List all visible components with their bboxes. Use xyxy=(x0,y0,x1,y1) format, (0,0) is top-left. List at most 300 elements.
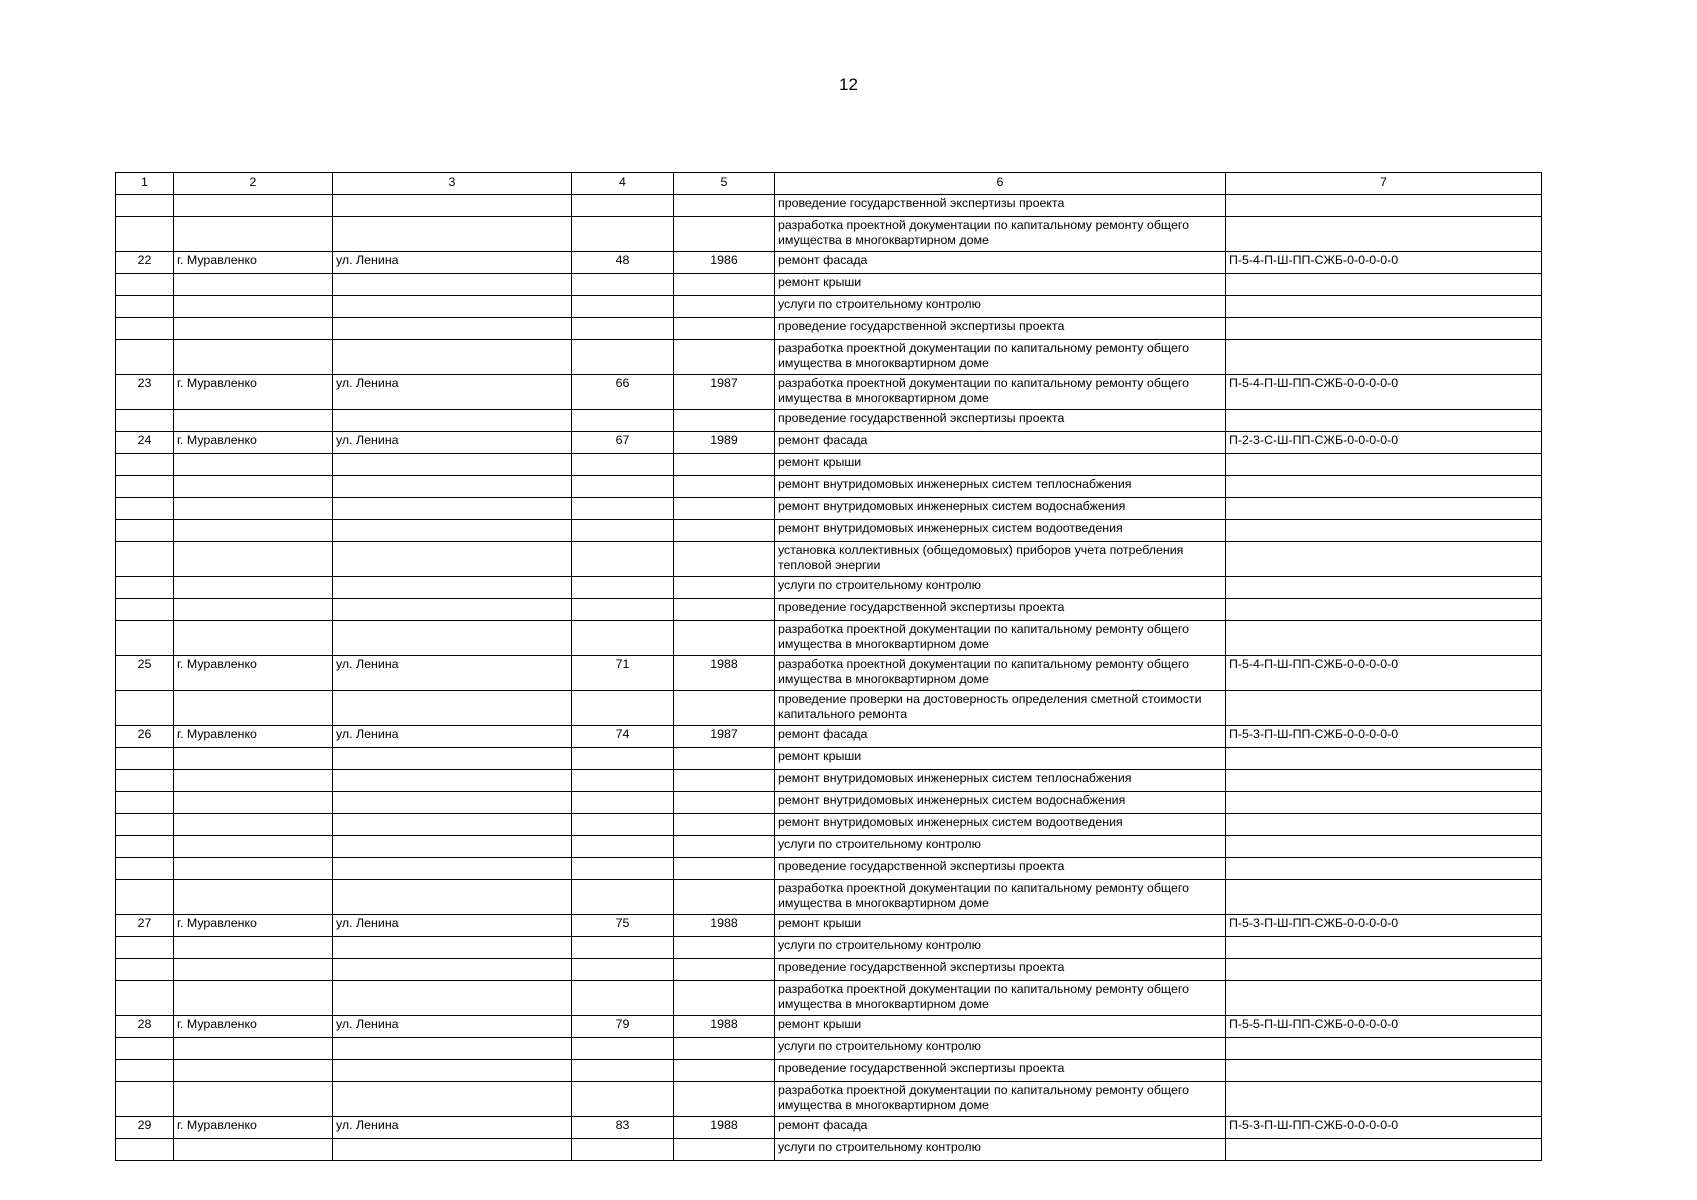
table-row xyxy=(116,1060,1542,1082)
build-year-cell: 1988 xyxy=(674,656,775,691)
work-type-cell: услуги по строительному контролю xyxy=(775,1038,1226,1060)
work-type-cell: услуги по строительному контролю xyxy=(775,577,1226,599)
house-number-cell: 71 xyxy=(572,656,674,691)
build-year-cell xyxy=(674,937,775,959)
row-number-cell xyxy=(116,274,174,296)
work-type-cell: услуги по строительному контролю xyxy=(775,937,1226,959)
city-cell xyxy=(174,814,333,836)
house-code-cell xyxy=(1226,621,1542,656)
row-number-cell xyxy=(116,748,174,770)
street-cell xyxy=(333,217,572,252)
house-code-cell: П-5-3-П-Ш-ПП-СЖБ-0-0-0-0-0 xyxy=(1226,915,1542,937)
build-year-cell: 1988 xyxy=(674,1117,775,1139)
street-cell xyxy=(333,195,572,217)
work-type-cell: ремонт фасада xyxy=(775,432,1226,454)
house-number-cell xyxy=(572,340,674,375)
work-type-cell: ремонт внутридомовых инженерных систем теплоснабжения xyxy=(775,770,1226,792)
build-year-cell xyxy=(674,814,775,836)
row-number-cell xyxy=(116,981,174,1016)
house-number-cell xyxy=(572,454,674,476)
house-code-cell xyxy=(1226,318,1542,340)
build-year-cell xyxy=(674,621,775,656)
row-number-cell xyxy=(116,520,174,542)
row-number-cell xyxy=(116,476,174,498)
city-cell xyxy=(174,318,333,340)
city-cell xyxy=(174,621,333,656)
house-code-cell: П-2-3-С-Ш-ПП-СЖБ-0-0-0-0-0 xyxy=(1226,432,1542,454)
house-code-cell: П-5-4-П-Ш-ПП-СЖБ-0-0-0-0-0 xyxy=(1226,252,1542,274)
house-code-cell xyxy=(1226,296,1542,318)
table-row xyxy=(116,814,1542,836)
header-cell: 4 xyxy=(572,173,674,195)
row-number-cell: 26 xyxy=(116,726,174,748)
street-cell xyxy=(333,748,572,770)
work-type-cell: проведение государственной экспертизы проекта xyxy=(775,858,1226,880)
build-year-cell xyxy=(674,296,775,318)
work-type-cell: проведение государственной экспертизы проекта xyxy=(775,1060,1226,1082)
house-code-cell xyxy=(1226,340,1542,375)
house-number-cell xyxy=(572,520,674,542)
house-code-cell: П-5-3-П-Ш-ПП-СЖБ-0-0-0-0-0 xyxy=(1226,726,1542,748)
city-cell xyxy=(174,770,333,792)
row-number-cell xyxy=(116,880,174,915)
work-type-cell: ремонт фасада xyxy=(775,252,1226,274)
table-body xyxy=(116,195,1542,1161)
city-cell xyxy=(174,836,333,858)
house-code-cell xyxy=(1226,217,1542,252)
build-year-cell xyxy=(674,195,775,217)
street-cell: ул. Ленина xyxy=(333,375,572,410)
row-number-cell xyxy=(116,1139,174,1161)
work-type-cell: ремонт крыши xyxy=(775,274,1226,296)
header-cell: 2 xyxy=(174,173,333,195)
work-type-cell: разработка проектной документации по капитальному ремонту общего имущества в многоквартирном доме xyxy=(775,880,1226,915)
city-cell xyxy=(174,296,333,318)
house-number-cell xyxy=(572,836,674,858)
city-cell xyxy=(174,476,333,498)
table-row xyxy=(116,748,1542,770)
work-type-cell: ремонт внутридомовых инженерных систем водоснабжения xyxy=(775,792,1226,814)
house-code-cell xyxy=(1226,274,1542,296)
house-number-cell xyxy=(572,814,674,836)
house-code-cell xyxy=(1226,937,1542,959)
table-row xyxy=(116,599,1542,621)
build-year-cell xyxy=(674,1082,775,1117)
build-year-cell: 1987 xyxy=(674,726,775,748)
street-cell xyxy=(333,691,572,726)
table-row xyxy=(116,691,1542,726)
house-code-cell: П-5-4-П-Ш-ПП-СЖБ-0-0-0-0-0 xyxy=(1226,375,1542,410)
table-row xyxy=(116,577,1542,599)
build-year-cell xyxy=(674,880,775,915)
house-number-cell: 67 xyxy=(572,432,674,454)
row-number-cell xyxy=(116,792,174,814)
city-cell xyxy=(174,599,333,621)
work-type-cell: проведение проверки на достоверность определения сметной стоимости капитального ремонта xyxy=(775,691,1226,726)
table-row xyxy=(116,318,1542,340)
header-row xyxy=(116,173,1542,195)
city-cell xyxy=(174,577,333,599)
street-cell xyxy=(333,1082,572,1117)
header-cell: 1 xyxy=(116,173,174,195)
house-code-cell: П-5-5-П-Ш-ПП-СЖБ-0-0-0-0-0 xyxy=(1226,1016,1542,1038)
house-code-cell xyxy=(1226,1139,1542,1161)
city-cell xyxy=(174,340,333,375)
city-cell xyxy=(174,1060,333,1082)
house-number-cell xyxy=(572,880,674,915)
street-cell xyxy=(333,410,572,432)
header-cell: 3 xyxy=(333,173,572,195)
table-row xyxy=(116,542,1542,577)
table-row xyxy=(116,858,1542,880)
work-type-cell: установка коллективных (общедомовых) приборов учета потребления тепловой энергии xyxy=(775,542,1226,577)
house-number-cell: 79 xyxy=(572,1016,674,1038)
build-year-cell xyxy=(674,520,775,542)
table-row xyxy=(116,340,1542,375)
house-code-cell xyxy=(1226,577,1542,599)
table-row xyxy=(116,375,1542,410)
row-number-cell: 27 xyxy=(116,915,174,937)
house-number-cell: 48 xyxy=(572,252,674,274)
work-type-cell: проведение государственной экспертизы проекта xyxy=(775,318,1226,340)
work-type-cell: разработка проектной документации по капитальному ремонту общего имущества в многоквартирном доме xyxy=(775,981,1226,1016)
city-cell xyxy=(174,498,333,520)
build-year-cell xyxy=(674,340,775,375)
street-cell xyxy=(333,880,572,915)
city-cell xyxy=(174,520,333,542)
house-number-cell: 75 xyxy=(572,915,674,937)
build-year-cell: 1986 xyxy=(674,252,775,274)
row-number-cell xyxy=(116,599,174,621)
house-code-cell: П-5-4-П-Ш-ПП-СЖБ-0-0-0-0-0 xyxy=(1226,656,1542,691)
house-number-cell xyxy=(572,770,674,792)
row-number-cell xyxy=(116,542,174,577)
house-code-cell xyxy=(1226,599,1542,621)
house-code-cell xyxy=(1226,836,1542,858)
work-type-cell: проведение государственной экспертизы проекта xyxy=(775,410,1226,432)
table-row xyxy=(116,274,1542,296)
city-cell: г. Муравленко xyxy=(174,915,333,937)
house-number-cell xyxy=(572,691,674,726)
street-cell: ул. Ленина xyxy=(333,726,572,748)
street-cell xyxy=(333,937,572,959)
table-row xyxy=(116,792,1542,814)
house-code-cell xyxy=(1226,691,1542,726)
row-number-cell xyxy=(116,959,174,981)
city-cell: г. Муравленко xyxy=(174,1016,333,1038)
house-number-cell xyxy=(572,1038,674,1060)
house-code-cell xyxy=(1226,880,1542,915)
table-row xyxy=(116,195,1542,217)
table-row xyxy=(116,726,1542,748)
row-number-cell xyxy=(116,1082,174,1117)
house-code-cell xyxy=(1226,476,1542,498)
street-cell xyxy=(333,770,572,792)
row-number-cell xyxy=(116,858,174,880)
build-year-cell xyxy=(674,748,775,770)
build-year-cell xyxy=(674,274,775,296)
row-number-cell xyxy=(116,770,174,792)
build-year-cell xyxy=(674,836,775,858)
build-year-cell xyxy=(674,454,775,476)
build-year-cell xyxy=(674,691,775,726)
house-number-cell xyxy=(572,937,674,959)
house-number-cell xyxy=(572,498,674,520)
city-cell xyxy=(174,959,333,981)
city-cell xyxy=(174,542,333,577)
row-number-cell xyxy=(116,340,174,375)
build-year-cell: 1988 xyxy=(674,1016,775,1038)
build-year-cell xyxy=(674,1038,775,1060)
street-cell xyxy=(333,274,572,296)
table-row xyxy=(116,937,1542,959)
city-cell: г. Муравленко xyxy=(174,252,333,274)
house-code-cell: П-5-3-П-Ш-ПП-СЖБ-0-0-0-0-0 xyxy=(1226,1117,1542,1139)
house-number-cell xyxy=(572,748,674,770)
street-cell xyxy=(333,836,572,858)
street-cell xyxy=(333,577,572,599)
city-cell xyxy=(174,691,333,726)
row-number-cell: 23 xyxy=(116,375,174,410)
city-cell xyxy=(174,748,333,770)
build-year-cell xyxy=(674,770,775,792)
table-row xyxy=(116,217,1542,252)
build-year-cell xyxy=(674,476,775,498)
street-cell: ул. Ленина xyxy=(333,1117,572,1139)
street-cell: ул. Ленина xyxy=(333,252,572,274)
house-number-cell xyxy=(572,410,674,432)
table-row xyxy=(116,836,1542,858)
house-number-cell xyxy=(572,792,674,814)
table-row xyxy=(116,656,1542,691)
repair-register-table xyxy=(115,172,1542,1161)
table-row xyxy=(116,1117,1542,1139)
street-cell xyxy=(333,814,572,836)
build-year-cell xyxy=(674,959,775,981)
work-type-cell: ремонт внутридомовых инженерных систем теплоснабжения xyxy=(775,476,1226,498)
house-number-cell xyxy=(572,476,674,498)
table-row xyxy=(116,1038,1542,1060)
table-row xyxy=(116,915,1542,937)
house-number-cell xyxy=(572,577,674,599)
build-year-cell xyxy=(674,792,775,814)
build-year-cell: 1988 xyxy=(674,915,775,937)
house-number-cell xyxy=(572,858,674,880)
city-cell: г. Муравленко xyxy=(174,726,333,748)
build-year-cell xyxy=(674,318,775,340)
header-cell: 6 xyxy=(775,173,1226,195)
table-row xyxy=(116,432,1542,454)
house-code-cell xyxy=(1226,858,1542,880)
house-code-cell xyxy=(1226,770,1542,792)
city-cell xyxy=(174,1139,333,1161)
house-number-cell xyxy=(572,1082,674,1117)
city-cell xyxy=(174,410,333,432)
city-cell xyxy=(174,937,333,959)
street-cell: ул. Ленина xyxy=(333,432,572,454)
work-type-cell: ремонт внутридомовых инженерных систем водоотведения xyxy=(775,814,1226,836)
street-cell xyxy=(333,498,572,520)
house-number-cell: 66 xyxy=(572,375,674,410)
house-code-cell xyxy=(1226,814,1542,836)
house-code-cell xyxy=(1226,498,1542,520)
build-year-cell xyxy=(674,1139,775,1161)
street-cell xyxy=(333,520,572,542)
house-number-cell xyxy=(572,1139,674,1161)
house-code-cell xyxy=(1226,792,1542,814)
work-type-cell: услуги по строительному контролю xyxy=(775,1139,1226,1161)
street-cell: ул. Ленина xyxy=(333,915,572,937)
street-cell xyxy=(333,599,572,621)
work-type-cell: ремонт крыши xyxy=(775,1016,1226,1038)
row-number-cell xyxy=(116,318,174,340)
row-number-cell xyxy=(116,410,174,432)
work-type-cell: ремонт внутридомовых инженерных систем водоотведения xyxy=(775,520,1226,542)
work-type-cell: разработка проектной документации по капитальному ремонту общего имущества в многоквартирном доме xyxy=(775,656,1226,691)
row-number-cell xyxy=(116,937,174,959)
work-type-cell: ремонт крыши xyxy=(775,748,1226,770)
city-cell: г. Муравленко xyxy=(174,1117,333,1139)
street-cell xyxy=(333,476,572,498)
work-type-cell: разработка проектной документации по капитальному ремонту общего имущества в многоквартирном доме xyxy=(775,340,1226,375)
work-type-cell: ремонт крыши xyxy=(775,454,1226,476)
row-number-cell xyxy=(116,195,174,217)
house-number-cell xyxy=(572,621,674,656)
house-number-cell xyxy=(572,981,674,1016)
city-cell: г. Муравленко xyxy=(174,656,333,691)
table-row xyxy=(116,1082,1542,1117)
street-cell xyxy=(333,1060,572,1082)
work-type-cell: ремонт внутридомовых инженерных систем водоснабжения xyxy=(775,498,1226,520)
build-year-cell xyxy=(674,599,775,621)
page-number: 12 xyxy=(839,75,858,94)
house-number-cell: 74 xyxy=(572,726,674,748)
house-code-cell xyxy=(1226,520,1542,542)
street-cell xyxy=(333,296,572,318)
table-row xyxy=(116,498,1542,520)
house-number-cell xyxy=(572,1060,674,1082)
house-code-cell xyxy=(1226,1060,1542,1082)
city-cell xyxy=(174,1082,333,1117)
city-cell xyxy=(174,454,333,476)
work-type-cell: разработка проектной документации по капитальному ремонту общего имущества в многоквартирном доме xyxy=(775,1082,1226,1117)
house-number-cell xyxy=(572,542,674,577)
street-cell xyxy=(333,318,572,340)
row-number-cell xyxy=(116,577,174,599)
table-row xyxy=(116,520,1542,542)
table-row xyxy=(116,454,1542,476)
house-number-cell: 83 xyxy=(572,1117,674,1139)
work-type-cell: разработка проектной документации по капитальному ремонту общего имущества в многоквартирном доме xyxy=(775,217,1226,252)
header-cell: 7 xyxy=(1226,173,1542,195)
house-number-cell xyxy=(572,296,674,318)
house-number-cell xyxy=(572,959,674,981)
table-row xyxy=(116,1016,1542,1038)
house-code-cell xyxy=(1226,542,1542,577)
work-type-cell: разработка проектной документации по капитальному ремонту общего имущества в многоквартирном доме xyxy=(775,375,1226,410)
street-cell xyxy=(333,1139,572,1161)
build-year-cell: 1987 xyxy=(674,375,775,410)
row-number-cell xyxy=(116,296,174,318)
row-number-cell xyxy=(116,454,174,476)
street-cell xyxy=(333,1038,572,1060)
row-number-cell: 29 xyxy=(116,1117,174,1139)
house-code-cell xyxy=(1226,454,1542,476)
street-cell xyxy=(333,340,572,375)
row-number-cell: 22 xyxy=(116,252,174,274)
work-type-cell: разработка проектной документации по капитальному ремонту общего имущества в многоквартирном доме xyxy=(775,621,1226,656)
street-cell xyxy=(333,981,572,1016)
city-cell xyxy=(174,792,333,814)
street-cell: ул. Ленина xyxy=(333,1016,572,1038)
house-number-cell xyxy=(572,318,674,340)
street-cell: ул. Ленина xyxy=(333,656,572,691)
build-year-cell xyxy=(674,217,775,252)
house-code-cell xyxy=(1226,748,1542,770)
city-cell xyxy=(174,858,333,880)
build-year-cell xyxy=(674,542,775,577)
city-cell: г. Муравленко xyxy=(174,432,333,454)
row-number-cell xyxy=(116,621,174,656)
build-year-cell xyxy=(674,858,775,880)
city-cell xyxy=(174,217,333,252)
row-number-cell: 25 xyxy=(116,656,174,691)
row-number-cell xyxy=(116,217,174,252)
build-year-cell xyxy=(674,981,775,1016)
street-cell xyxy=(333,542,572,577)
street-cell xyxy=(333,621,572,656)
build-year-cell: 1989 xyxy=(674,432,775,454)
build-year-cell xyxy=(674,577,775,599)
work-type-cell: ремонт фасада xyxy=(775,1117,1226,1139)
row-number-cell xyxy=(116,814,174,836)
table-row xyxy=(116,959,1542,981)
table-row xyxy=(116,296,1542,318)
row-number-cell xyxy=(116,836,174,858)
table-row xyxy=(116,770,1542,792)
city-cell: г. Муравленко xyxy=(174,375,333,410)
city-cell xyxy=(174,981,333,1016)
house-code-cell xyxy=(1226,195,1542,217)
work-type-cell: услуги по строительному контролю xyxy=(775,836,1226,858)
row-number-cell xyxy=(116,1060,174,1082)
city-cell xyxy=(174,1038,333,1060)
house-number-cell xyxy=(572,195,674,217)
house-code-cell xyxy=(1226,981,1542,1016)
row-number-cell xyxy=(116,498,174,520)
build-year-cell xyxy=(674,1060,775,1082)
street-cell xyxy=(333,454,572,476)
house-code-cell xyxy=(1226,1038,1542,1060)
row-number-cell xyxy=(116,1038,174,1060)
table-row xyxy=(116,1139,1542,1161)
table-row xyxy=(116,252,1542,274)
house-code-cell xyxy=(1226,410,1542,432)
city-cell xyxy=(174,880,333,915)
row-number-cell: 28 xyxy=(116,1016,174,1038)
work-type-cell: ремонт крыши xyxy=(775,915,1226,937)
work-type-cell: проведение государственной экспертизы проекта xyxy=(775,959,1226,981)
house-code-cell xyxy=(1226,959,1542,981)
build-year-cell xyxy=(674,498,775,520)
header-cell: 5 xyxy=(674,173,775,195)
work-type-cell: проведение государственной экспертизы проекта xyxy=(775,195,1226,217)
street-cell xyxy=(333,792,572,814)
house-code-cell xyxy=(1226,1082,1542,1117)
house-number-cell xyxy=(572,599,674,621)
work-type-cell: проведение государственной экспертизы проекта xyxy=(775,599,1226,621)
house-number-cell xyxy=(572,274,674,296)
